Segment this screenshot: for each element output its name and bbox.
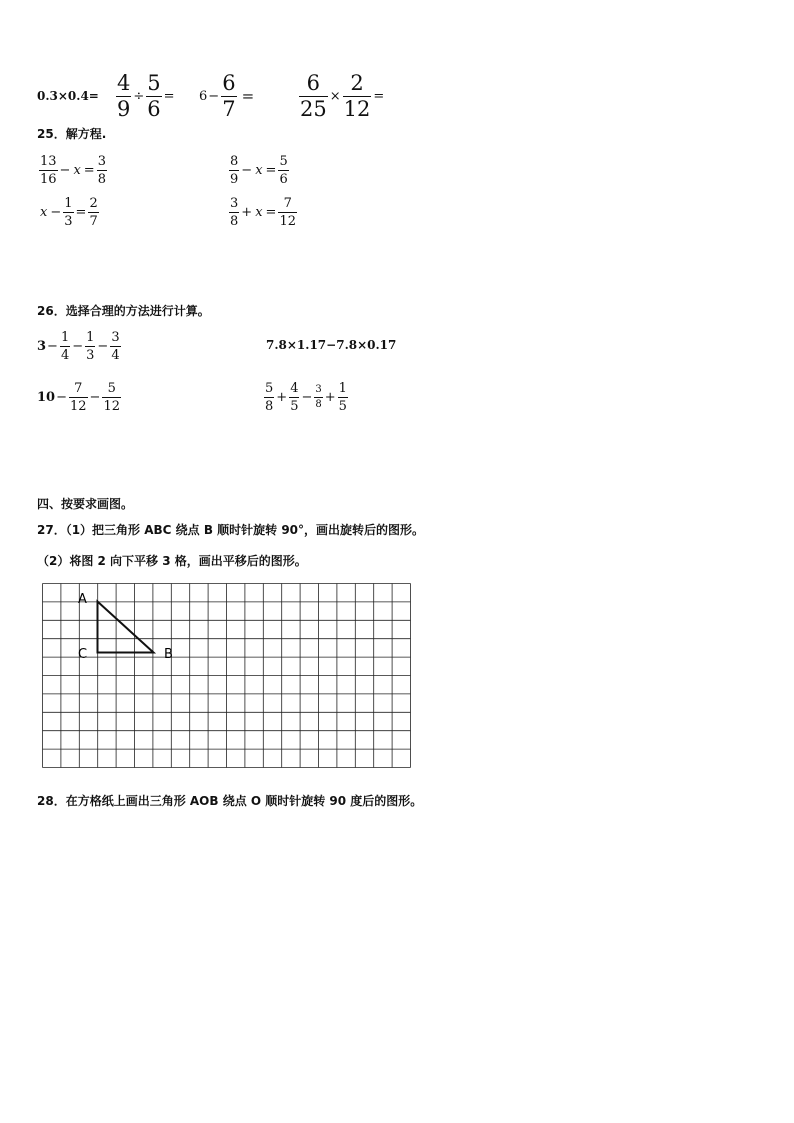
vertex-label-a: A <box>78 592 87 607</box>
fraction: $\frac{5}{6}$ <box>147 70 161 121</box>
q27-instruction-1: 27．（1）把三角形 ABC 绕点 B 顺时针旋转 90°，画出旋转后的图形。 <box>37 523 425 537</box>
q24-item3: 6 − $\frac{6}{7}$ = <box>199 70 255 121</box>
q28-instruction: 28．在方格纸上画出三角形 AOB 绕点 O 顺时针旋转 90 度后的图形。 <box>37 794 423 808</box>
fraction: $\frac{5}{12}$ <box>103 380 120 414</box>
section4-heading: 四、按要求画图。 <box>37 497 134 511</box>
fraction: $\frac{3}{8}$ <box>315 383 322 410</box>
q25-eq1: $\frac{13}{16}$ − x = $\frac{3}{8}$ <box>40 153 106 187</box>
fraction: $\frac{2}{7}$ <box>89 195 98 229</box>
fraction: $\frac{6}{7}$ <box>222 70 236 121</box>
q25-eq2: $\frac{8}{9}$ − x = $\frac{5}{6}$ <box>230 153 288 187</box>
fraction: $\frac{1}{3}$ <box>64 195 73 229</box>
fraction: $\frac{3}{8}$ <box>230 195 239 229</box>
fraction: $\frac{4}{9}$ <box>117 70 131 121</box>
q25-heading: 25．解方程. <box>37 127 107 141</box>
q24-item1: 0.3×0.4= <box>37 89 99 103</box>
q24-item4: $\frac{6}{25}$ × $\frac{2}{12}$ = <box>300 70 385 121</box>
fraction: $\frac{4}{5}$ <box>290 380 299 414</box>
triangle-abc <box>98 602 154 653</box>
fraction: $\frac{1}{3}$ <box>86 329 95 363</box>
q25-eq4: $\frac{3}{8}$ + x = $\frac{7}{12}$ <box>230 195 296 229</box>
fraction: $\frac{1}{5}$ <box>338 380 347 414</box>
q26-problem4: $\frac{5}{8}$ + $\frac{4}{5}$ − $\frac{3}{8}$ + $\frac{1}{5}$ <box>265 380 347 414</box>
vertex-label-b: B <box>164 647 173 662</box>
q26-problem3: 10 − $\frac{7}{12}$ − $\frac{5}{12}$ <box>37 380 120 414</box>
fraction: $\frac{13}{16}$ <box>40 153 57 187</box>
fraction: $\frac{2}{12}$ <box>343 70 371 121</box>
grid-paper <box>40 580 420 776</box>
q26-problem1: 3 − $\frac{1}{4}$ − $\frac{1}{3}$ − $\frac{3}{4}$ <box>37 329 120 363</box>
fraction: $\frac{3}{8}$ <box>97 153 106 187</box>
fraction: $\frac{7}{12}$ <box>70 380 87 414</box>
q26-problem2: 7.8×1.17−7.8×0.17 <box>266 338 397 352</box>
fraction: $\frac{5}{8}$ <box>265 380 274 414</box>
q24-item2: $\frac{4}{9}$ ÷ $\frac{5}{6}$ = <box>117 70 175 121</box>
q27-instruction-2: （2）将图 2 向下平移 3 格，画出平移后的图形。 <box>37 554 307 568</box>
q26-heading: 26．选择合理的方法进行计算。 <box>37 304 210 318</box>
fraction: $\frac{8}{9}$ <box>230 153 239 187</box>
fraction: $\frac{6}{25}$ <box>300 70 327 121</box>
q24-row <box>37 76 99 116</box>
vertex-label-c: C <box>78 647 88 662</box>
fraction: $\frac{5}{6}$ <box>279 153 288 187</box>
fraction: $\frac{3}{4}$ <box>111 329 120 363</box>
fraction: $\frac{7}{12}$ <box>279 195 296 229</box>
q25-eq3: x − $\frac{1}{3}$ = $\frac{2}{7}$ <box>40 195 98 229</box>
fraction: $\frac{1}{4}$ <box>60 329 70 363</box>
